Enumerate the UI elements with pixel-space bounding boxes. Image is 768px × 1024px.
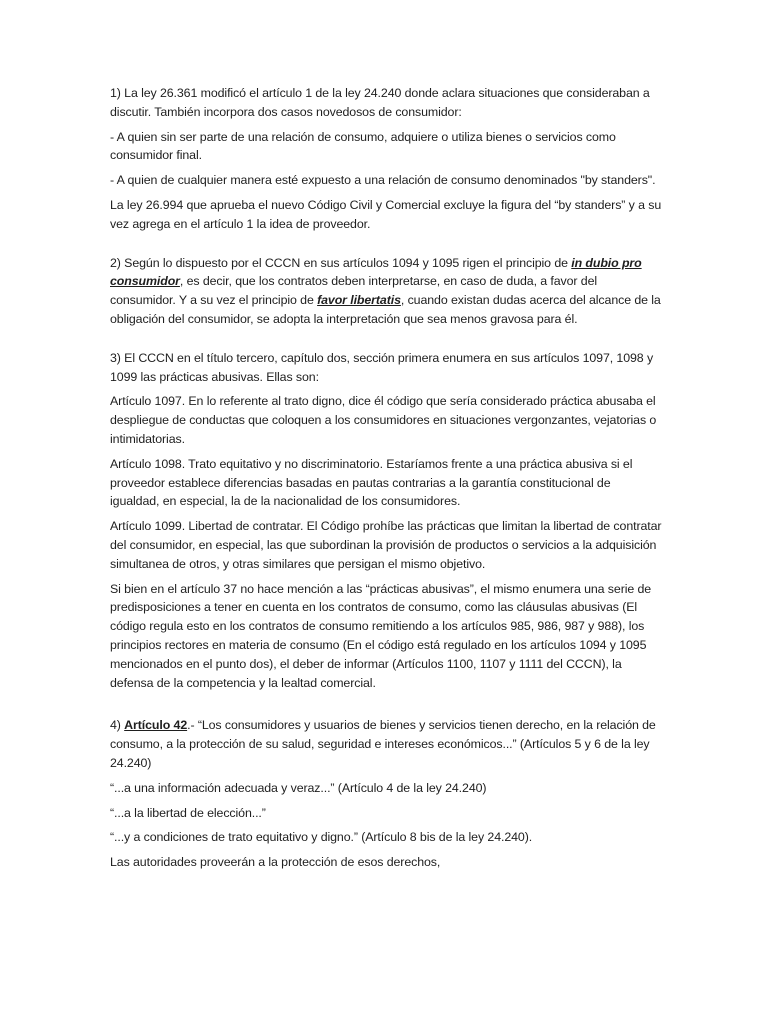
section-2-text-3: , cuando existan dudas acerca del alcance de la obligación del consumidor, se adopta la interpretación que sea menos gravosa para él.	[110, 293, 661, 326]
section-3-closing: Si bien en el artículo 37 no hace mención a las “prácticas abusivas”, el mismo enumera una serie de predisposiciones a tener en cuenta en los contratos de consumo, como las cláusulas abusivas (El código regula esto en los contratos de consumo remitiendo a los artículos 985, 986, 987 y 988), los principios rectores en materia de consumo (En el código está regulado en los artículos 1094 y 1095 mencionados en el punto dos), el deber de informar (Artículos 1100, 1107 y 1111 del CCCN), la defensa de la competencia y la lealtad comercial.	[110, 581, 652, 690]
section-4-quote-3: “...y a condiciones de trato equitativo y digno.” (Artículo 8 bis de la ley 24.240).	[110, 830, 533, 845]
section-4-article-title: Artículo 42	[124, 718, 188, 733]
section-3-intro: 3) El CCCN en el título tercero, capítulo dos, sección primera enumera en sus artículos 1097, 1098 y 1099 las prácticas abusivas. Ellas son:	[110, 350, 654, 384]
section-4-paragraph	[110, 716, 662, 772]
section-1-case-1: - A quien sin ser parte de una relación de consumo, adquiere o utiliza bienes o servicios como consumidor final.	[110, 129, 616, 163]
section-2-paragraph	[110, 254, 662, 329]
term-in-dubio-pro-consumidor: in dubio pro consumidor	[110, 255, 642, 289]
section-4-quote-2: “...a la libertad de elección...”	[110, 805, 266, 820]
section-2-text-1: 2) Según lo dispuesto por el CCCN en sus artículos 1094 y 1095 rigen el principio de	[110, 255, 572, 270]
section-1-intro: 1) La ley 26.361 modificó el artículo 1 de la ley 24.240 donde aclara situaciones que consideraban a discutir. También incorpora dos casos novedosos de consumidor:	[110, 86, 650, 119]
section-1-closing: La ley 26.994 que aprueba el nuevo Código Civil y Comercial excluye la figura del “by standers” y a su vez agrega en el artículo 1 la idea de proveedor.	[110, 197, 662, 231]
section-4-closing: Las autoridades proveerán a la protección de esos derechos,	[110, 855, 441, 870]
section-3-article-1099: Artículo 1099. Libertad de contratar. El Código prohíbe las prácticas que limitan la libertad de contratar del consumidor, en especial, las que subordinan la provisión de productos o servicios a la adquisición simultanea de otros, y otras similares que persigan el mismo objetivo.	[110, 519, 662, 571]
section-3-article-1097: Artículo 1097. En lo referente al trato digno, dice él código que sería considerado práctica abusaba el despliegue de conductas que coloquen a los consumidores en situaciones vergonzantes, vejatorias o intimidatorias.	[110, 394, 657, 446]
section-4-quote-1: “...a una información adecuada y veraz...” (Artículo 4 de la ley 24.240)	[110, 780, 487, 795]
document-body	[110, 84, 662, 878]
section-4-number: 4)	[110, 718, 125, 733]
section-2-text-2: , es decir, que los contratos deben interpretarse, en caso de duda, a favor del consumidor. Y a su vez el principio de	[110, 274, 598, 308]
section-3-article-1098: Artículo 1098. Trato equitativo y no discriminatorio. Estaríamos frente a una práctica abusiva si el proveedor establece diferencias basadas en pautas contrarias a la garantía constitucional de igualdad, en especial, la de la nacionalidad de los consumidores.	[110, 456, 633, 509]
section-1-case-2: - A quien de cualquier manera esté expuesto a una relación de consumo denominados "by standers".	[110, 173, 656, 188]
section-4-text: .- “Los consumidores y usuarios de bienes y servicios tienen derecho, en la relación de consumo, a la protección de su salud, seguridad e intereses económicos...” (Artículos 5 y 6 de la ley 24.240)	[110, 718, 656, 770]
term-favor-libertatis: favor libertatis	[317, 293, 401, 308]
